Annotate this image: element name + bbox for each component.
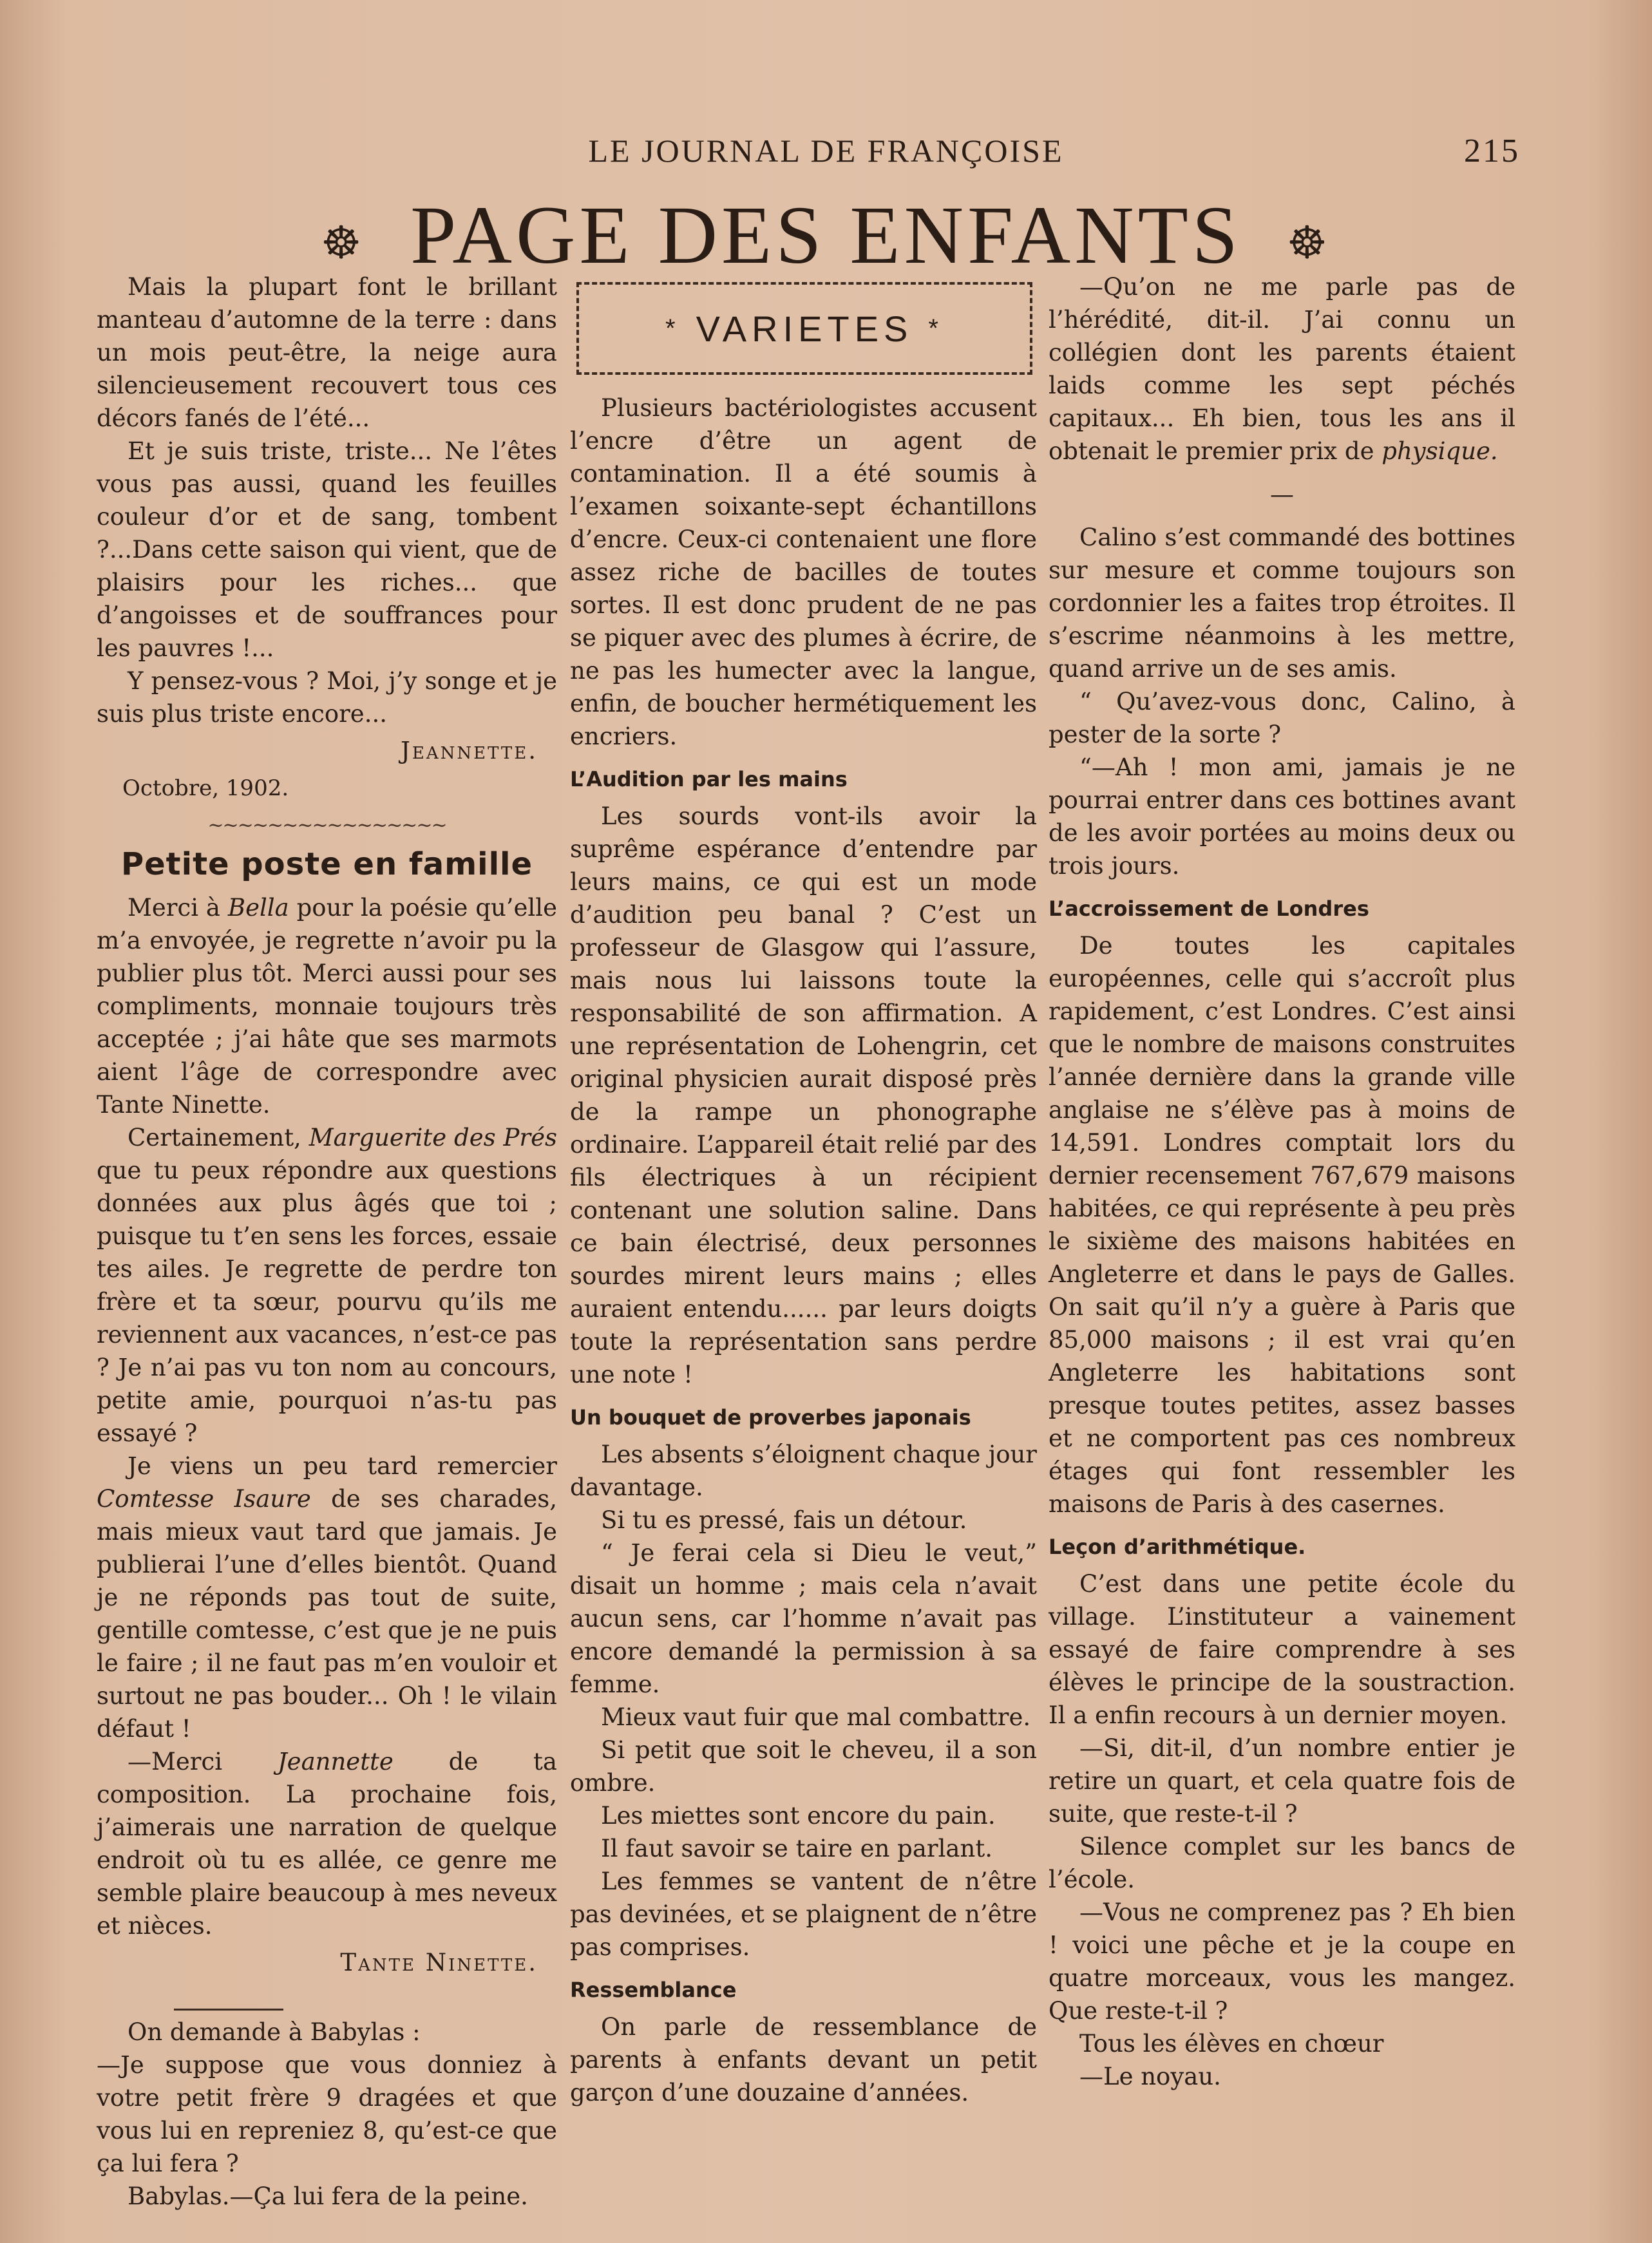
sun-ornament-icon: ☸ (321, 218, 366, 269)
dateline: Octobre, 1902. (122, 775, 289, 801)
proverb: Mieux vaut fuir que mal combattre. (601, 1703, 1031, 1731)
paragraph: Les sourds vont-ils avoir la suprême espérance d’entendre par leurs mains, ce qui est un mode d’audition peu banal ? C’est un professeur de Glasgow qui l’assure, mais nous lui laissons toute la responsabilité de son affirmation. A une représentation de Lohengrin, cet original physicien aurait disposé près de la rampe un phonographe ordinaire. L’appareil était relié par des fils électriques à un récipient contenant une solution saline. Dans ce bain électrisé, deux personnes sourdes mirent leurs mains ; elles auraient entendu...... par leurs doigts toute la représentation sans perdre une note ! (570, 802, 1037, 1388)
page-number: 215 (1464, 133, 1520, 169)
proverb: Si petit que soit le cheveu, il a son ombre. (570, 1736, 1037, 1797)
paragraph: Je viens un peu tard remercier Comtesse Isaure de ses charades, mais mieux vaut tard que jamais. Je publierai l’une d’elles bientôt. Quand je ne réponds pas tout de suite, gentille comtesse, c’est que je ne puis le faire ; il ne faut pas m’en vouloir et surtout ne pas bouder... Oh ! le vilain défaut ! (97, 1452, 557, 1743)
subheading: L’accroissement de Londres (1049, 896, 1369, 921)
person-name: Jeannette (277, 1748, 394, 1775)
paragraph: On parle de ressemblance de parents à enfants devant un petit garçon d’une douzaine d’années. (570, 2013, 1037, 2106)
paragraph: On demande à Babylas : (128, 2018, 421, 2046)
sun-ornament-icon: ☸ (1286, 218, 1331, 269)
proverb: Les absents s’éloignent chaque jour davantage. (570, 1441, 1037, 1501)
masthead-title: PAGE DES ENFANTS (410, 189, 1242, 281)
paragraph: —Je suppose que vous donniez à votre petit frère 9 dragées et que vous lui en repreniez 8, qu’est-ce que ça lui fera ? (97, 2051, 557, 2177)
masthead (0, 190, 1652, 280)
person-name: Marguerite des Prés (309, 1124, 557, 1151)
paragraph: Certainement, Marguerite des Prés que tu peux répondre aux questions données aux plus âgés que toi ; puisque tu t’en sens les forces, essaie tes ailes. Je regrette de perdre ton frère et ta sœur, pourvu qu’ils me reviennent aux vacances, n’est-ce pas ? Je n’ai pas vu ton nom au concours, petite amie, pourquoi n’as-tu pas essayé ? (97, 1124, 557, 1447)
person-name: Comtesse Isaure (97, 1485, 311, 1513)
subheading: L’Audition par les mains (570, 767, 848, 791)
asterisk-icon: * (665, 314, 681, 343)
asterisk-icon: * (928, 314, 944, 343)
proverb: Si tu es pressé, fais un détour. (601, 1506, 967, 1534)
proverb: “ Je ferai cela si Dieu le veut,” disait un homme ; mais cela n’avait aucun sens, car l’homme n’avait pas encore demandé la permission à sa femme. (570, 1539, 1037, 1698)
column-left (97, 270, 557, 2213)
signature: Tante Ninette. (340, 1949, 538, 1976)
italic-word: physique. (1381, 437, 1498, 465)
running-head (0, 132, 1652, 177)
paragraph: Merci à Bella pour la poésie qu’elle m’a envoyée, je regrette n’avoir pu la publier plus tôt. Merci aussi pour ses compliments, monnaie toujours très acceptée ; j’ai hâte que ses marmots aient l’âge de correspondre avec Tante Ninette. (97, 894, 557, 1119)
subheading: Ressemblance (570, 1978, 737, 2002)
decorative-rule: ~~~~~~~~~~~~~~~~ (207, 814, 446, 837)
varietes-heading-box (576, 282, 1032, 375)
proverb: Les miettes sont encore du pain. (601, 1802, 996, 1830)
paragraph: —Si, dit-il, d’un nombre entier je retire un quart, et cela quatre fois de suite, que reste-t-il ? (1049, 1734, 1515, 1828)
paragraph: Et je suis triste, triste... Ne l’êtes vous pas aussi, quand les feuilles couleur d’or et de sang, tombent ?...Dans cette saison qui vient, que de plaisirs pour les riches... que d’angoisses et de souffrances pour les pauvres !... (97, 437, 557, 662)
running-title: LE JOURNAL DE FRANÇOISE (588, 133, 1064, 169)
column-middle (570, 270, 1037, 2109)
divider (174, 2009, 283, 2011)
paragraph: Tous les élèves en chœur (1079, 2030, 1384, 2058)
section-title: Petite poste en famille (120, 846, 533, 882)
subheading: Leçon d’arithmétique. (1049, 1535, 1306, 1559)
paragraph: Mais la plupart font le brillant manteau d’automne de la terre : dans un mois peut-être, la neige aura silencieusement recouvert tous ces décors fanés de l’été... (97, 273, 557, 432)
signature: Jeannette. (401, 737, 538, 764)
paragraph: “—Ah ! mon ami, jamais je ne pourrai entrer dans ces bottines avant de les avoir portées au moins deux ou trois jours. (1049, 753, 1515, 880)
proverb: Il faut savoir se taire en parlant. (601, 1835, 992, 1862)
paragraph: Plusieurs bactériologistes accusent l’encre d’être un agent de contamination. Il a été soumis à l’examen soixante-sept échantillons d’encre. Ceux-ci contenaient une flore assez riche de bacilles de toutes sortes. Il est donc prudent de ne pas se piquer avec des plumes à écrire, de ne pas les humecter avec la langue, enfin, de boucher hermétiquement les encriers. (570, 394, 1037, 750)
paragraph: —Merci Jeannette de ta composition. La prochaine fois, j’aimerais une narration de quelque endroit où tu es allée, ce genre me semble plaire beaucoup à mes neveux et nièces. (97, 1748, 557, 1940)
paragraph: Y pensez-vous ? Moi, j’y songe et je suis plus triste encore... (97, 667, 557, 728)
paragraph: —Le noyau. (1079, 2063, 1221, 2090)
subheading: Un bouquet de proverbes japonais (570, 1405, 971, 1430)
proverb: Les femmes se vantent de n’être pas devinées, et se plaignent de n’être pas comprises. (570, 1868, 1037, 1961)
paragraph: De toutes les capitales européennes, celle qui s’accroît plus rapidement, c’est Londres. C’est ainsi que le nombre de maisons construites l’année dernière dans la grande ville anglaise ne s’élève pas à moins de 14,591. Londres comptait lors du dernier recensement 767,679 maisons habitées, ce qui représente à peu près le sixième des maisons habitées en Angleterre et dans le pays de Galles. On sait qu’il n’y a guère à Paris que 85,000 maisons ; il est vrai qu’en Angleterre les habitations sont presque toutes petites, assez basses et ne comportent pas ces nombreux étages qui font ressembler les maisons de Paris à des casernes. (1049, 932, 1515, 1518)
column-right (1049, 270, 1515, 2093)
paragraph: —Vous ne comprenez pas ? Eh bien ! voici une pêche et je la coupe en quatre morceaux, vous les mangez. Que reste-t-il ? (1049, 1898, 1515, 2025)
paragraph: Silence complet sur les bancs de l’école. (1049, 1833, 1515, 1893)
separator-dash: — (1270, 480, 1294, 508)
person-name: Bella (227, 894, 289, 922)
varietes-title: VARIETES (696, 308, 913, 349)
paragraph: —Qu’on ne me parle pas de l’hérédité, dit-il. J’ai connu un collégien dont les parents étaient laids comme les sept péchés capitaux... Eh bien, tous les ans il obtenait le premier prix de physique. (1049, 273, 1515, 465)
paragraph: Babylas.—Ça lui fera de la peine. (128, 2182, 528, 2210)
paragraph: C’est dans une petite école du village. L’instituteur a vainement essayé de faire comprendre à ses élèves le principe de la soustraction. Il a enfin recours à un dernier moyen. (1049, 1570, 1515, 1729)
paragraph: “ Qu’avez-vous donc, Calino, à pester de la sorte ? (1049, 688, 1515, 748)
paragraph: Calino s’est commandé des bottines sur mesure et comme toujours son cordonnier les a faites trop étroites. Il s’escrime néanmoins à les mettre, quand arrive un de ses amis. (1049, 524, 1515, 683)
